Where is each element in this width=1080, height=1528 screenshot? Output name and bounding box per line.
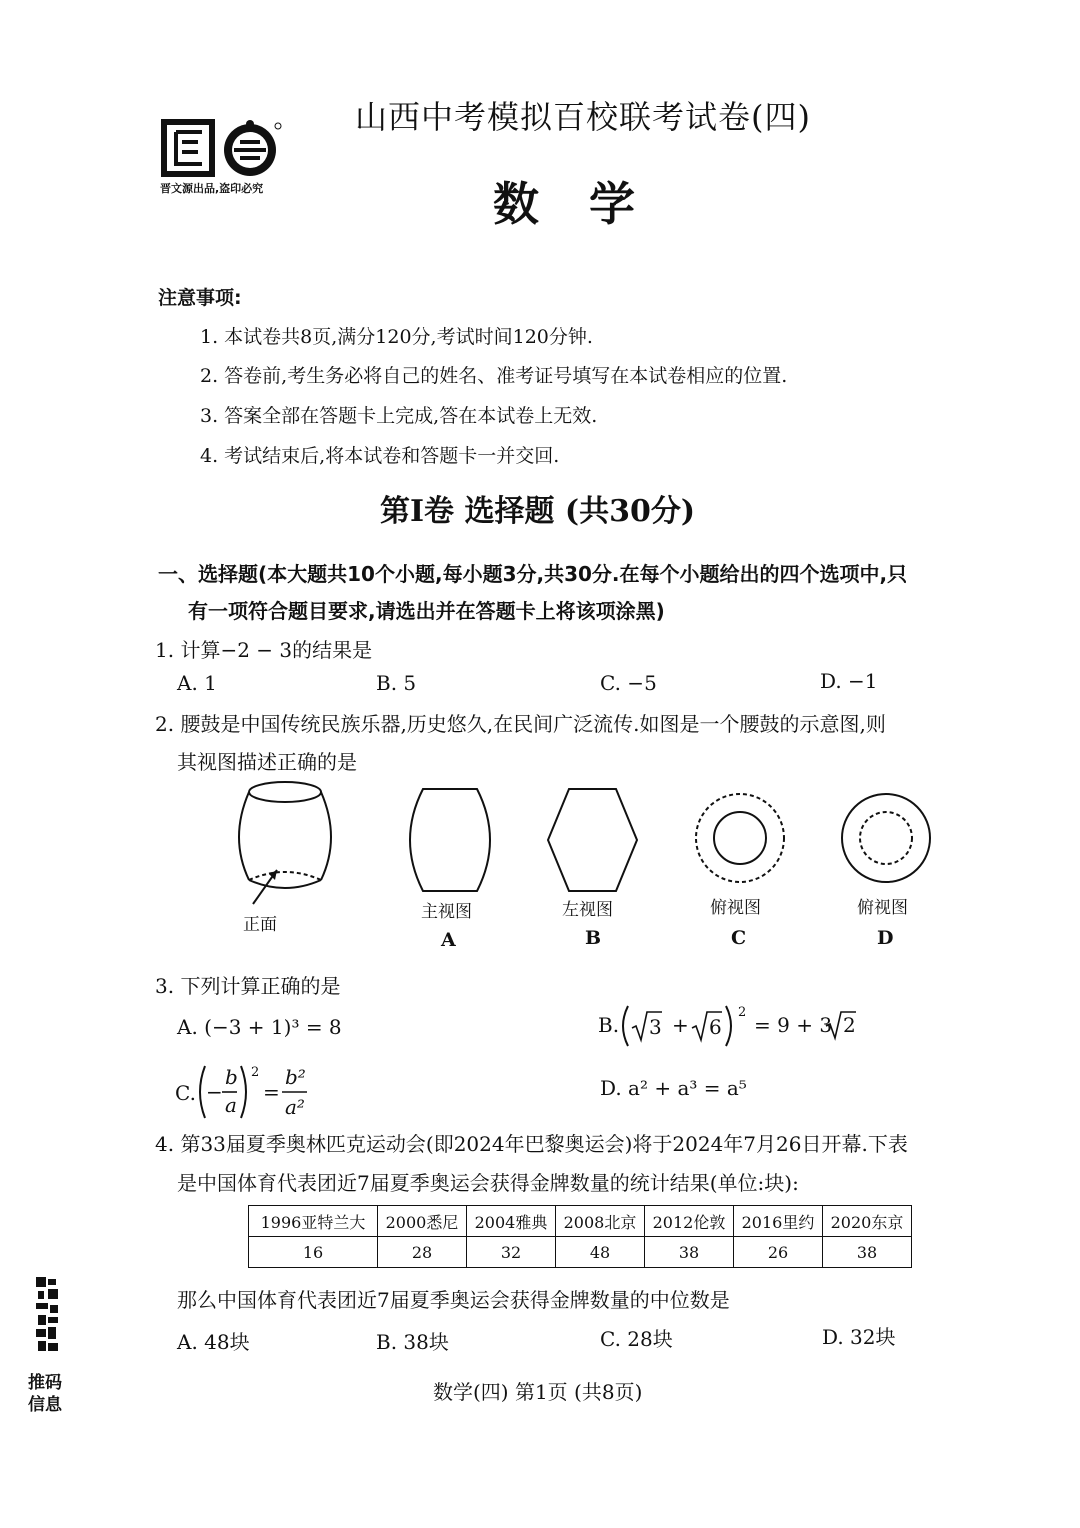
q3-c-rnum: b²: [285, 1065, 306, 1089]
table-header-cell: 2016里约: [734, 1206, 823, 1237]
option-a-front-view: [405, 785, 495, 895]
option-d-letter: D: [877, 927, 894, 949]
table-cell: 38: [823, 1237, 912, 1268]
q4-option-b: B. 38块: [376, 1330, 449, 1354]
table-header-cell: 2020东京: [823, 1206, 912, 1237]
table-header-row: [249, 1206, 912, 1237]
notice-item: 1. 本试卷共8页,满分120分,考试时间120分钟.: [200, 326, 593, 348]
q1-stem: 1. 计算−2 − 3的结果是: [155, 638, 373, 662]
subject-title: 数学: [493, 177, 685, 231]
table-cell: 48: [556, 1237, 645, 1268]
publisher-note: 晋文源出品,盗印必究: [160, 182, 264, 195]
table-cell: 28: [378, 1237, 467, 1268]
q3-b-exp: 2: [738, 1005, 747, 1020]
option-d-caption: 俯视图: [857, 898, 908, 918]
option-b-letter: B: [585, 927, 602, 949]
exam-title: 山西中考模拟百校联考试卷(四): [355, 98, 811, 136]
q1-option-d: D. −1: [820, 669, 878, 693]
q3-b-rad3: 2: [843, 1013, 856, 1037]
q4-option-c: C. 28块: [600, 1327, 673, 1351]
table-cell: 32: [467, 1237, 556, 1268]
q3-option-d: D. a² + a³ = a⁵: [600, 1076, 747, 1100]
waist-drum-figure: [235, 778, 335, 908]
q3-b-rad1: 3: [649, 1015, 662, 1039]
q4-stem: 4. 第33届夏季奥林匹克运动会(即2024年巴黎奥运会)将于2024年7月26日开幕.下表: [155, 1132, 908, 1156]
option-a-caption: 主视图: [421, 902, 472, 922]
q3-c-exp: 2: [251, 1065, 260, 1080]
option-b-left-view: [545, 785, 640, 895]
q3-c-eq: =: [263, 1080, 280, 1104]
q3-option-a: A. (−3 + 1)³ = 8: [177, 1015, 342, 1039]
q3-b-plus: +: [672, 1013, 689, 1037]
option-d-top-view: [838, 790, 934, 886]
side-text: 推码: [28, 1373, 62, 1393]
notice-title: 注意事项:: [158, 287, 242, 309]
q3-option-c: [175, 1062, 315, 1122]
side-text: 信息: [28, 1395, 62, 1415]
q4-stem: 是中国体育代表团近7届夏季奥运会获得金牌数量的统计结果(单位:块):: [177, 1171, 799, 1195]
q2-stem: 2. 腰鼓是中国传统民族乐器,历史悠久,在民间广泛流传.如图是一个腰鼓的示意图,则: [155, 712, 886, 736]
qr-code: [34, 1275, 60, 1355]
table-row: [249, 1237, 912, 1268]
table-header-cell: 1996亚特兰大: [249, 1206, 378, 1237]
q3-option-b: [598, 1000, 868, 1052]
notice-item: 3. 答案全部在答题卡上完成,答在本试卷上无效.: [200, 405, 598, 427]
gold-medal-table: [248, 1205, 912, 1268]
q3-c-prefix: C.: [175, 1081, 196, 1105]
q3-stem: 3. 下列计算正确的是: [155, 974, 341, 998]
table-cell: 38: [645, 1237, 734, 1268]
option-c-letter: C: [731, 927, 747, 949]
part-heading: 一、选择题(本大题共10个小题,每小题3分,共30分.在每个小题给出的四个选项中,只: [158, 562, 908, 586]
notice-item: 4. 考试结束后,将本试卷和答题卡一并交回.: [200, 445, 560, 467]
q3-c-minus: −: [206, 1080, 223, 1104]
table-cell: 26: [734, 1237, 823, 1268]
q4-question: 那么中国体育代表团近7届夏季奥运会获得金牌数量的中位数是: [177, 1288, 730, 1312]
front-label: 正面: [243, 915, 277, 935]
option-c-caption: 俯视图: [710, 898, 761, 918]
section-title: 第Ⅰ卷 选择题 (共30分): [380, 494, 696, 529]
q1-option-c: C. −5: [600, 671, 657, 695]
page-footer: 数学(四) 第1页 (共8页): [433, 1380, 643, 1404]
publisher-logo: [160, 118, 285, 180]
table-header-cell: 2004雅典: [467, 1206, 556, 1237]
q3-c-rden: a²: [285, 1095, 305, 1119]
q3-b-rad2: 6: [709, 1015, 722, 1039]
q1-option-a: A. 1: [177, 671, 217, 695]
q4-option-d: D. 32块: [822, 1325, 896, 1349]
table-header-cell: 2000悉尼: [378, 1206, 467, 1237]
notice-item: 2. 答卷前,考生务必将自己的姓名、准考证号填写在本试卷相应的位置.: [200, 365, 788, 387]
option-c-top-view: [692, 790, 788, 886]
table-cell: 16: [249, 1237, 378, 1268]
option-b-caption: 左视图: [562, 900, 613, 920]
table-header-cell: 2008北京: [556, 1206, 645, 1237]
q4-option-a: A. 48块: [177, 1330, 250, 1354]
q3-b-prefix: B.: [598, 1013, 620, 1037]
table-header-cell: 2012伦敦: [645, 1206, 734, 1237]
q1-option-b: B. 5: [376, 671, 417, 695]
part-heading: 有一项符合题目要求,请选出并在答题卡上将该项涂黑): [188, 599, 665, 623]
q3-c-den: a: [225, 1093, 237, 1117]
option-a-letter: A: [441, 929, 456, 951]
q3-b-rhs: = 9 + 3: [754, 1013, 833, 1037]
q3-c-num: b: [225, 1065, 238, 1089]
q2-stem: 其视图描述正确的是: [177, 750, 357, 774]
